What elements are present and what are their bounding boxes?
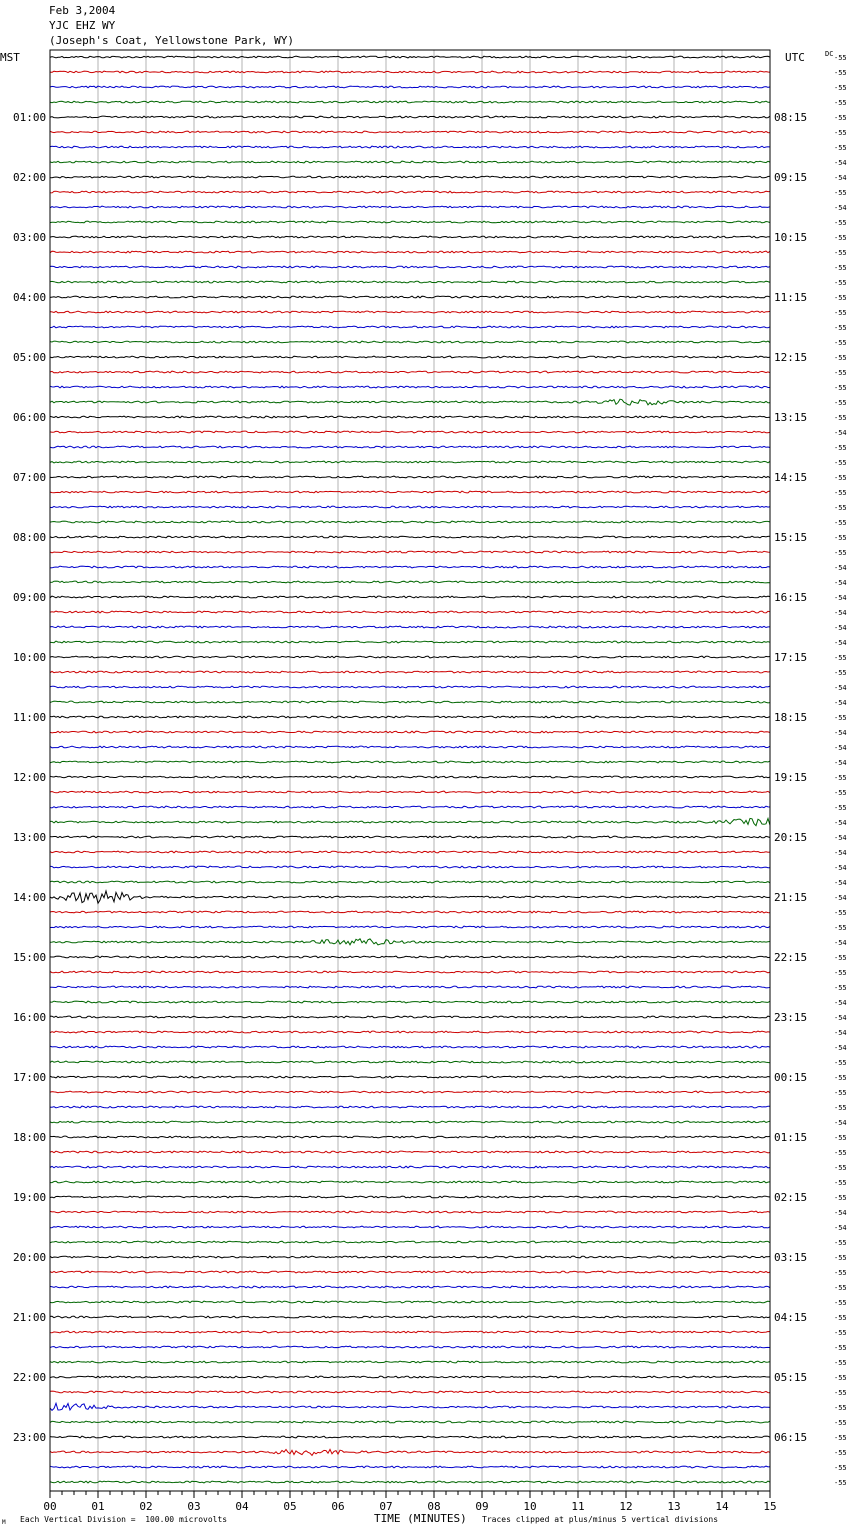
trace-41 bbox=[50, 671, 770, 673]
trace-56 bbox=[50, 891, 770, 903]
dc-offset-label: -55 bbox=[834, 1344, 847, 1352]
trace-52 bbox=[50, 836, 770, 838]
dc-offset-label: -55 bbox=[834, 954, 847, 962]
trace-69 bbox=[50, 1091, 770, 1093]
x-tick-label: 14 bbox=[715, 1500, 729, 1513]
trace-77 bbox=[50, 1211, 770, 1213]
dc-offset-label: -54 bbox=[834, 699, 847, 707]
left-hour-label: 23:00 bbox=[13, 1431, 47, 1444]
dc-offset-label: -54 bbox=[834, 1209, 847, 1217]
dc-offset-label: -55 bbox=[834, 114, 847, 122]
left-hour-label: 01:00 bbox=[13, 111, 47, 124]
dc-offset-label: -54 bbox=[834, 429, 847, 437]
trace-21 bbox=[50, 371, 770, 373]
dc-offset-label: -55 bbox=[834, 1284, 847, 1292]
dc-offset-label: -55 bbox=[834, 1389, 847, 1397]
trace-48 bbox=[50, 776, 770, 778]
dc-offset-label: -55 bbox=[834, 309, 847, 317]
scale-note: Each Vertical Division = 100.00 microvolts bbox=[20, 1515, 228, 1524]
dc-offset-label: -55 bbox=[834, 1359, 847, 1367]
left-hour-label: 03:00 bbox=[13, 231, 47, 244]
dc-offset-label: -54 bbox=[834, 204, 847, 212]
right-hour-label: 05:15 bbox=[774, 1371, 808, 1384]
trace-95 bbox=[50, 1481, 770, 1483]
dc-offset-label: -55 bbox=[834, 534, 847, 542]
trace-50 bbox=[50, 806, 770, 808]
trace-85 bbox=[50, 1331, 770, 1333]
right-hour-label: 06:15 bbox=[774, 1431, 808, 1444]
left-hour-label: 14:00 bbox=[13, 891, 47, 904]
dc-offset-label: -55 bbox=[834, 1449, 847, 1457]
dc-offset-label: -54 bbox=[834, 1119, 847, 1127]
dc-offset-label: -55 bbox=[834, 1329, 847, 1337]
right-hour-label: 19:15 bbox=[774, 771, 808, 784]
trace-38 bbox=[50, 626, 770, 628]
dc-offset-label: -55 bbox=[834, 234, 847, 242]
right-hour-label: 08:15 bbox=[774, 111, 808, 124]
trace-13 bbox=[50, 251, 770, 253]
x-tick-label: 05 bbox=[283, 1500, 297, 1513]
trace-23 bbox=[50, 399, 770, 405]
trace-36 bbox=[50, 596, 770, 598]
trace-27 bbox=[50, 461, 770, 463]
dc-offset-label: -55 bbox=[834, 489, 847, 497]
right-hour-label: 20:15 bbox=[774, 831, 808, 844]
dc-offset-label: -55 bbox=[834, 984, 847, 992]
left-hour-label: 08:00 bbox=[13, 531, 47, 544]
trace-60 bbox=[50, 956, 770, 958]
dc-offset-label: -55 bbox=[834, 1419, 847, 1427]
right-timezone-label: UTC bbox=[785, 51, 805, 64]
dc-offset-label: -54 bbox=[834, 174, 847, 182]
trace-25 bbox=[50, 431, 770, 433]
left-hour-label: 10:00 bbox=[13, 651, 47, 664]
trace-34 bbox=[50, 566, 770, 568]
trace-46 bbox=[50, 746, 770, 748]
dc-offset-label: -55 bbox=[834, 1089, 847, 1097]
trace-79 bbox=[50, 1241, 770, 1243]
dc-offset-label: -54 bbox=[834, 1044, 847, 1052]
dc-offset-label: -55 bbox=[834, 219, 847, 227]
left-hour-label: 09:00 bbox=[13, 591, 47, 604]
trace-45 bbox=[50, 731, 770, 733]
dc-offset-label: -55 bbox=[834, 444, 847, 452]
right-hour-label: 10:15 bbox=[774, 231, 808, 244]
dc-offset-label: -55 bbox=[834, 789, 847, 797]
dc-offset-label: -55 bbox=[834, 249, 847, 257]
dc-offset-label: -55 bbox=[834, 69, 847, 77]
trace-33 bbox=[50, 551, 770, 553]
trace-71 bbox=[50, 1121, 770, 1123]
right-hour-label: 03:15 bbox=[774, 1251, 808, 1264]
x-tick-label: 09 bbox=[475, 1500, 489, 1513]
dc-offset-label: -55 bbox=[834, 1434, 847, 1442]
x-tick-label: 07 bbox=[379, 1500, 393, 1513]
trace-4 bbox=[50, 116, 770, 118]
x-tick-label: 04 bbox=[235, 1500, 249, 1513]
dc-offset-label: -55 bbox=[834, 189, 847, 197]
dc-offset-label: -54 bbox=[834, 759, 847, 767]
left-hour-label: 12:00 bbox=[13, 771, 47, 784]
left-hour-label: 07:00 bbox=[13, 471, 47, 484]
trace-24 bbox=[50, 416, 770, 418]
left-hour-label: 15:00 bbox=[13, 951, 47, 964]
trace-1 bbox=[50, 71, 770, 73]
x-tick-label: 03 bbox=[187, 1500, 201, 1513]
dc-offset-label: -54 bbox=[834, 579, 847, 587]
trace-30 bbox=[50, 506, 770, 508]
trace-90 bbox=[50, 1403, 770, 1410]
trace-75 bbox=[50, 1181, 770, 1183]
trace-78 bbox=[50, 1226, 770, 1228]
trace-93 bbox=[50, 1449, 770, 1455]
right-hour-label: 18:15 bbox=[774, 711, 808, 724]
dc-offset-label: -54 bbox=[834, 684, 847, 692]
dc-offset-label: -54 bbox=[834, 939, 847, 947]
dc-offset-label: -54 bbox=[834, 594, 847, 602]
trace-39 bbox=[50, 641, 770, 643]
right-hour-label: 00:15 bbox=[774, 1071, 808, 1084]
dc-offset-label: -55 bbox=[834, 774, 847, 782]
left-hour-label: 22:00 bbox=[13, 1371, 47, 1384]
trace-87 bbox=[50, 1361, 770, 1363]
trace-64 bbox=[50, 1016, 770, 1018]
dc-offset-label: -54 bbox=[834, 624, 847, 632]
x-tick-label: 12 bbox=[619, 1500, 633, 1513]
trace-84 bbox=[50, 1316, 770, 1318]
trace-14 bbox=[50, 266, 770, 268]
left-hour-label: 19:00 bbox=[13, 1191, 47, 1204]
dc-offset-label: -55 bbox=[834, 969, 847, 977]
dc-offset-label: -55 bbox=[834, 1179, 847, 1187]
left-hour-label: 02:00 bbox=[13, 171, 47, 184]
trace-89 bbox=[50, 1391, 770, 1393]
dc-offset-label: -54 bbox=[834, 609, 847, 617]
header-location: (Joseph's Coat, Yellowstone Park, WY) bbox=[49, 34, 295, 47]
trace-19 bbox=[50, 341, 770, 343]
trace-74 bbox=[50, 1166, 770, 1168]
dc-offset-label: -55 bbox=[834, 399, 847, 407]
left-hour-label: 04:00 bbox=[13, 291, 47, 304]
trace-3 bbox=[50, 101, 770, 103]
dc-offset-label: -54 bbox=[834, 849, 847, 857]
trace-63 bbox=[50, 1001, 770, 1003]
trace-11 bbox=[50, 221, 770, 223]
right-hour-label: 02:15 bbox=[774, 1191, 808, 1204]
dc-offset-label: -55 bbox=[834, 474, 847, 482]
dc-offset-label: -55 bbox=[834, 459, 847, 467]
trace-9 bbox=[50, 191, 770, 193]
trace-32 bbox=[50, 536, 770, 538]
dc-offset-label: -54 bbox=[834, 879, 847, 887]
right-hour-label: 04:15 bbox=[774, 1311, 808, 1324]
trace-53 bbox=[50, 851, 770, 853]
trace-72 bbox=[50, 1136, 770, 1138]
dc-offset-label: -54 bbox=[834, 999, 847, 1007]
dc-offset-label: -55 bbox=[834, 519, 847, 527]
dc-offset-label: -55 bbox=[834, 324, 847, 332]
dc-offset-label: -54 bbox=[834, 639, 847, 647]
dc-offset-label: -54 bbox=[834, 834, 847, 842]
left-hour-label: 05:00 bbox=[13, 351, 47, 364]
dc-offset-label: -55 bbox=[834, 279, 847, 287]
dc-offset-label: -54 bbox=[834, 1014, 847, 1022]
x-tick-label: 13 bbox=[667, 1500, 681, 1513]
trace-55 bbox=[50, 881, 770, 883]
dc-offset-label: -55 bbox=[834, 669, 847, 677]
dc-offset-label: -55 bbox=[834, 144, 847, 152]
x-axis bbox=[43, 1491, 776, 1513]
corner-mark: M bbox=[2, 1519, 6, 1526]
dc-offset-label: -55 bbox=[834, 714, 847, 722]
dc-offset-label: -55 bbox=[834, 1374, 847, 1382]
header-station: YJC EHZ WY bbox=[49, 19, 116, 32]
dc-offset-label: -55 bbox=[834, 339, 847, 347]
right-hour-label: 21:15 bbox=[774, 891, 808, 904]
dc-offset-label: -55 bbox=[834, 294, 847, 302]
trace-44 bbox=[50, 716, 770, 718]
left-timezone-label: MST bbox=[0, 51, 20, 64]
trace-8 bbox=[50, 176, 770, 178]
dc-offset-label: -55 bbox=[834, 1134, 847, 1142]
x-tick-label: 11 bbox=[571, 1500, 585, 1513]
dc-offset-label: -55 bbox=[834, 1194, 847, 1202]
trace-7 bbox=[50, 161, 770, 163]
left-hour-label: 06:00 bbox=[13, 411, 47, 424]
dc-offset-label: -55 bbox=[834, 1149, 847, 1157]
trace-73 bbox=[50, 1151, 770, 1153]
left-hour-label: 16:00 bbox=[13, 1011, 47, 1024]
trace-83 bbox=[50, 1301, 770, 1303]
right-hour-label: 23:15 bbox=[774, 1011, 808, 1024]
dc-offset-label: -55 bbox=[834, 804, 847, 812]
dc-offset-label: -55 bbox=[834, 924, 847, 932]
right-hour-label: 17:15 bbox=[774, 651, 808, 664]
dc-offset-label: -55 bbox=[834, 549, 847, 557]
dc-offset-label: -55 bbox=[834, 1464, 847, 1472]
trace-65 bbox=[50, 1031, 770, 1033]
trace-6 bbox=[50, 146, 770, 148]
trace-70 bbox=[50, 1106, 770, 1108]
trace-66 bbox=[50, 1046, 770, 1048]
right-hour-label: 22:15 bbox=[774, 951, 808, 964]
trace-47 bbox=[50, 761, 770, 763]
trace-10 bbox=[50, 206, 770, 208]
trace-22 bbox=[50, 386, 770, 388]
trace-29 bbox=[50, 491, 770, 493]
dc-offset-label: -55 bbox=[834, 1239, 847, 1247]
trace-59 bbox=[50, 939, 770, 945]
trace-0 bbox=[50, 56, 770, 58]
right-hour-label: 13:15 bbox=[774, 411, 808, 424]
dc-offset-label: -55 bbox=[834, 84, 847, 92]
trace-16 bbox=[50, 296, 770, 298]
trace-18 bbox=[50, 326, 770, 328]
dc-offset-label: -55 bbox=[834, 1479, 847, 1487]
trace-58 bbox=[50, 926, 770, 928]
trace-80 bbox=[50, 1256, 770, 1258]
dc-offset-label: -55 bbox=[834, 909, 847, 917]
dc-offset-label: -55 bbox=[834, 1404, 847, 1412]
trace-51 bbox=[50, 818, 770, 825]
right-hour-label: 01:15 bbox=[774, 1131, 808, 1144]
dc-offset-label: -55 bbox=[834, 1074, 847, 1082]
trace-5 bbox=[50, 131, 770, 133]
trace-82 bbox=[50, 1286, 770, 1288]
right-hour-label: 15:15 bbox=[774, 531, 808, 544]
x-tick-label: 06 bbox=[331, 1500, 345, 1513]
traces bbox=[50, 56, 770, 1483]
trace-54 bbox=[50, 866, 770, 868]
dc-offset-label: -55 bbox=[834, 384, 847, 392]
dc-offset-label: -55 bbox=[834, 414, 847, 422]
dc-offset-label: -54 bbox=[834, 1029, 847, 1037]
dc-offset-label: -55 bbox=[834, 1314, 847, 1322]
dc-offset-label: -54 bbox=[834, 744, 847, 752]
trace-92 bbox=[50, 1436, 770, 1438]
left-hour-label: 20:00 bbox=[13, 1251, 47, 1264]
dc-offset-label: -55 bbox=[834, 1059, 847, 1067]
trace-37 bbox=[50, 611, 770, 613]
trace-20 bbox=[50, 356, 770, 358]
trace-57 bbox=[50, 911, 770, 913]
dc-offset-label: -54 bbox=[834, 564, 847, 572]
left-hour-label: 17:00 bbox=[13, 1071, 47, 1084]
dc-offset-label: -54 bbox=[834, 729, 847, 737]
trace-2 bbox=[50, 86, 770, 88]
dc-offset-label: -54 bbox=[834, 159, 847, 167]
trace-91 bbox=[50, 1421, 770, 1423]
dc-offset-label: -55 bbox=[834, 1104, 847, 1112]
dc-offset-label: -54 bbox=[834, 819, 847, 827]
x-tick-label: 01 bbox=[91, 1500, 105, 1513]
trace-86 bbox=[50, 1346, 770, 1348]
trace-49 bbox=[50, 791, 770, 793]
trace-67 bbox=[50, 1061, 770, 1063]
right-hour-label: 09:15 bbox=[774, 171, 808, 184]
dc-offset-label: -55 bbox=[834, 1269, 847, 1277]
dc-offset-label: -55 bbox=[834, 54, 847, 62]
right-hour-label: 14:15 bbox=[774, 471, 808, 484]
dc-offset-label: -54 bbox=[834, 1224, 847, 1232]
dc-offset-label: -55 bbox=[834, 654, 847, 662]
trace-42 bbox=[50, 686, 770, 688]
dc-offset-label: -55 bbox=[834, 504, 847, 512]
left-hour-label: 21:00 bbox=[13, 1311, 47, 1324]
trace-88 bbox=[50, 1376, 770, 1378]
trace-76 bbox=[50, 1196, 770, 1198]
clip-note: Traces clipped at plus/minus 5 vertical divisions bbox=[482, 1515, 719, 1524]
trace-28 bbox=[50, 476, 770, 478]
dc-offset-label: -54 bbox=[834, 894, 847, 902]
dc-offset-label: -55 bbox=[834, 369, 847, 377]
trace-35 bbox=[50, 581, 770, 583]
dc-offset-label: -55 bbox=[834, 1164, 847, 1172]
right-hour-label: 16:15 bbox=[774, 591, 808, 604]
dc-offset-label: -54 bbox=[834, 864, 847, 872]
dc-offset-label: -55 bbox=[834, 354, 847, 362]
x-axis-title: TIME (MINUTES) bbox=[374, 1512, 467, 1525]
x-tick-label: 02 bbox=[139, 1500, 153, 1513]
trace-15 bbox=[50, 281, 770, 283]
x-tick-label: 08 bbox=[427, 1500, 441, 1513]
dc-offset-label: -55 bbox=[834, 129, 847, 137]
trace-40 bbox=[50, 656, 770, 658]
trace-61 bbox=[50, 971, 770, 973]
trace-26 bbox=[50, 446, 770, 448]
x-tick-label: 00 bbox=[43, 1500, 57, 1513]
trace-17 bbox=[50, 311, 770, 313]
x-tick-label: 15 bbox=[763, 1500, 777, 1513]
trace-68 bbox=[50, 1076, 770, 1078]
dc-offset-label: -55 bbox=[834, 264, 847, 272]
dc-offset-label: -55 bbox=[834, 99, 847, 107]
right-hour-label: 12:15 bbox=[774, 351, 808, 364]
trace-31 bbox=[50, 521, 770, 523]
trace-12 bbox=[50, 236, 770, 238]
trace-62 bbox=[50, 986, 770, 988]
trace-81 bbox=[50, 1271, 770, 1273]
left-hour-label: 11:00 bbox=[13, 711, 47, 724]
trace-94 bbox=[50, 1466, 770, 1468]
x-tick-label: 10 bbox=[523, 1500, 537, 1513]
left-hour-label: 18:00 bbox=[13, 1131, 47, 1144]
dc-label: DC bbox=[825, 50, 834, 58]
trace-43 bbox=[50, 701, 770, 703]
left-hour-label: 13:00 bbox=[13, 831, 47, 844]
header-date: Feb 3,2004 bbox=[49, 4, 116, 17]
dc-offset-label: -55 bbox=[834, 1299, 847, 1307]
dc-offset-label: -55 bbox=[834, 1254, 847, 1262]
right-hour-label: 11:15 bbox=[774, 291, 808, 304]
